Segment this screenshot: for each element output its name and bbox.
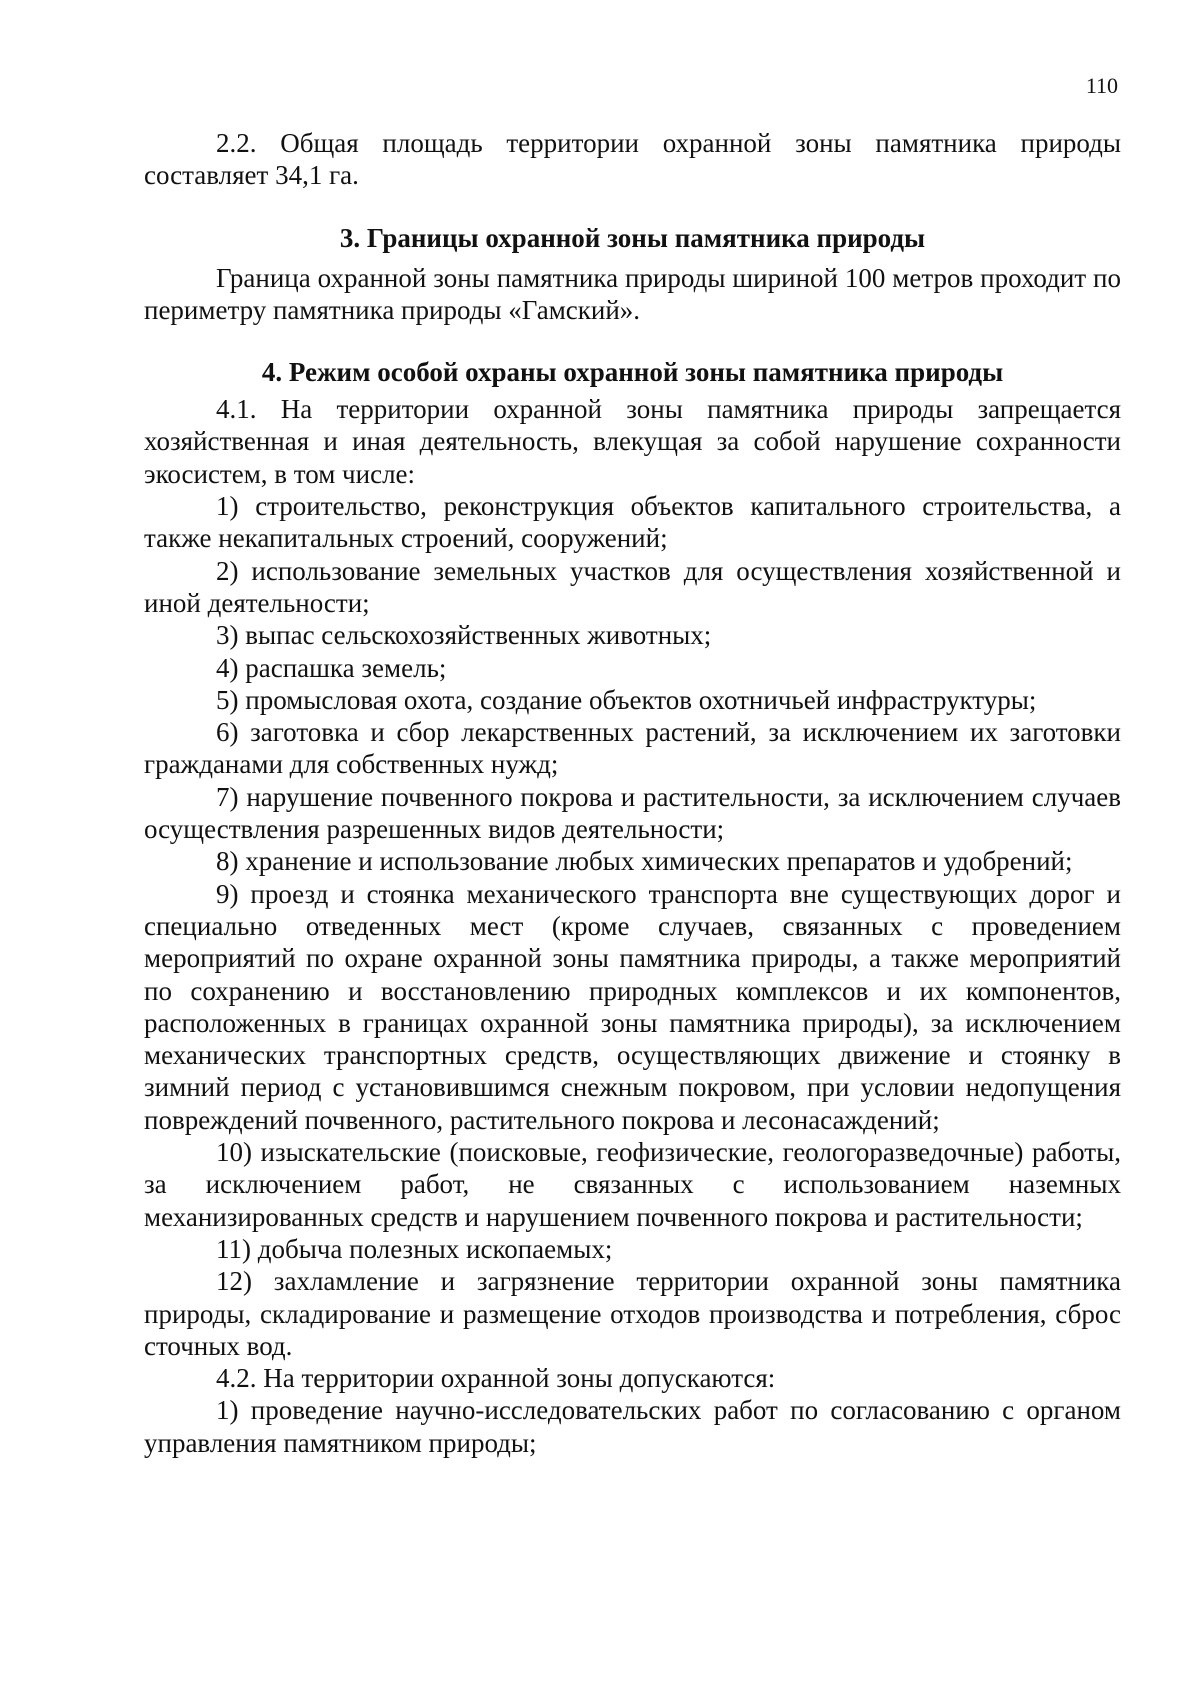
list-item: 4) распашка земель; [216,652,447,683]
list-item: 11) добыча полезных ископаемых; [216,1233,613,1264]
list-item: 7) нарушение почвенного покрова и растительности, за исключением случаев осуществления разрешенных видов деятельности; [144,781,1121,845]
list-item: 5) промысловая охота, создание объектов охотничьей инфраструктуры; [216,684,1037,715]
paragraph-4-1: 4.1. На территории охранной зоны памятника природы запрещается хозяйственная и иная деятельность, влекущая за собой нарушение сохранности экосистем, в том числе: [144,394,1121,489]
list-item: 9) проезд и стоянка механического транспорта вне существующих дорог и специально отведенных мест (кроме случаев, связанных с проведением мероприятий по охране охранной зоны памятника природы, а также мероприятий по сохранению и восстановлению природных комплексов и их компонентов, расположенных в границах охранной зоны памятника природы), за исключением механических транспортных средств, осуществляющих движение и стоянку в зимний период с установившимся снежным покровом, при условии недопущения повреждений почвенного, растительного покрова и лесонасаждений; [144,878,1121,1135]
prohibited-activities-list [144,490,1121,1362]
list-item: 6) заготовка и сбор лекарственных растений, за исключением их заготовки гражданами для собственных нужд; [144,717,1121,780]
allowed-activities-list [144,1394,1121,1459]
paragraph-4-2: 4.2. На территории охранной зоны допускаются: [216,1363,776,1394]
document-body [144,127,1121,1459]
list-item: 3) выпас сельскохозяйственных животных; [216,620,712,651]
section-4-heading: 4. Режим особой охраны охранной зоны памятника природы [261,357,1004,388]
paragraph-2-2: 2.2. Общая площадь территории охранной зоны памятника природы составляет 34,1 га. [144,128,1121,191]
list-item: 8) хранение и использование любых химических препаратов и удобрений; [216,846,1073,877]
section-3-heading: 3. Границы охранной зоны памятника природы [339,222,926,253]
section-3-text: Граница охранной зоны памятника природы шириной 100 метров проходит по периметру памятника природы «Гамский». [144,262,1121,325]
list-item: 12) захламление и загрязнение территории охранной зоны памятника природы, складирование и размещение отходов производства и потребления, сброс сточных вод. [144,1266,1121,1361]
list-item: 1) проведение научно-исследовательских работ по согласованию с органом управления памятником природы; [144,1395,1121,1458]
list-item: 1) строительство, реконструкция объектов капитального строительства, а также некапитальных строений, сооружений; [144,491,1121,554]
list-item: 10) изыскательские (поисковые, геофизические, геологоразведочные) работы, за исключением работ, не связанных с использованием наземных механизированных средств и нарушением почвенного покрова и растительности; [144,1137,1121,1232]
page-number: 110 [1085,73,1118,98]
list-item: 2) использование земельных участков для осуществления хозяйственной и иной деятельности; [144,555,1121,618]
